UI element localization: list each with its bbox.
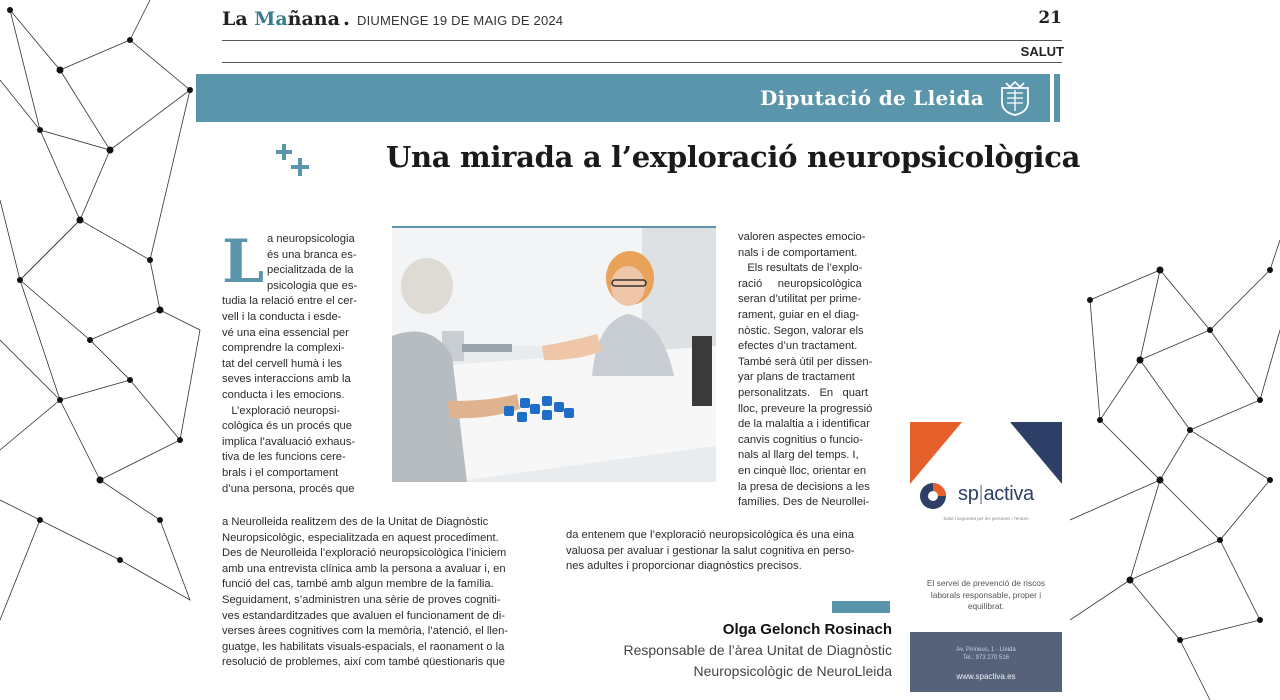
body-line: nes adultes i proporcionar diagnòstics precisos. <box>566 560 802 573</box>
body-line: pecialitzada de la <box>267 264 354 277</box>
body-line: seves interaccions amb la <box>222 373 351 386</box>
body-line: lloc, preveure la progressió <box>738 402 873 415</box>
body-line: L’exploració neuropsi- <box>222 404 341 417</box>
body-line: nals i de comportament. <box>738 246 858 259</box>
body-line: nals al llarg del temps. I, <box>738 449 859 462</box>
signature-accent-bar <box>832 601 890 613</box>
spactiva-wordmark: sp|activa <box>958 483 1034 505</box>
body-line: tudia la relació entre el cer- <box>222 295 357 308</box>
newspaper-page <box>196 0 1081 700</box>
author-role <box>624 640 893 682</box>
body-line: ves estandarditzades que avaluen el funcionament de di- <box>222 609 505 622</box>
ad-address-line: Av. Pirineus, 1 · Lleida <box>956 647 1016 653</box>
body-line: Neuropsicològic, especialitzada en aquest procediment. <box>222 531 499 544</box>
article-column-3 <box>738 230 898 511</box>
ad-slogan: El servei de prevenció de riscos laborals responsable, proper i equilibrat. <box>926 578 1046 611</box>
article-headline: Una mirada a l’exploració neuropsicològica <box>386 140 1081 174</box>
body-line: amb una entrevista clínica amb la persona a avaluar i, en <box>222 562 506 575</box>
body-line: famílies. Des de Neurollei- <box>738 496 870 509</box>
newspaper-name: La Mañana <box>222 8 340 30</box>
crest-icon <box>998 80 1032 116</box>
body-line: personalitzats. En quart <box>738 386 868 399</box>
body-line: comprendre la complexi- <box>222 342 345 355</box>
banner-edge <box>1054 74 1060 122</box>
body-line: efectes d’un tractament. <box>738 340 858 353</box>
article-wide-block <box>222 515 547 671</box>
spactiva-logo <box>916 479 1056 513</box>
body-line: Seguidament, s’administren una sèrie de proves cogniti- <box>222 593 501 606</box>
body-line: da entenem que l’exploració neuropsicològica és una eina <box>566 529 854 541</box>
body-line: rament, guiar en el diag- <box>738 308 860 321</box>
body-line: vé una eina essencial per <box>222 326 349 339</box>
body-line: a neuropsicologia <box>267 233 355 245</box>
drop-cap: L <box>222 227 265 297</box>
body-line: També serà útil per dissen- <box>738 355 873 368</box>
article-photo <box>392 226 716 482</box>
network-pattern-right <box>1070 0 1280 700</box>
body-line: en cinquè lloc, orientar en <box>738 464 867 477</box>
masthead <box>222 6 1062 32</box>
spactiva-advertisement[interactable] <box>910 422 1062 692</box>
network-pattern-left <box>0 0 210 700</box>
consultation-photo-illustration <box>392 226 716 482</box>
ad-tagline: Salut i seguretat per les persones i l’entorn <box>943 516 1029 521</box>
body-line: guatge, les habilitats visuals-espacials, el raonament o la <box>222 640 505 653</box>
spactiva-logo-icon <box>916 479 954 513</box>
photo-top-rule <box>392 226 716 228</box>
ad-phone-line: Tel.: 973 270 516 <box>962 655 1010 661</box>
body-line: la presa de decisions a les <box>738 480 870 493</box>
issue-date: DIUMENGE 19 DE MAIG DE 2024 <box>357 13 564 28</box>
body-line: d’una persona, procés que <box>222 482 355 495</box>
author-role-line: Responsable de l’àrea Unitat de Diagnòstic <box>623 642 892 658</box>
body-line: tat del cervell humà i les <box>222 357 343 370</box>
body-line: canvis cognitius o funcio- <box>738 433 863 446</box>
body-line: implica l’avaluació exhaus- <box>222 435 356 448</box>
section-rule <box>222 62 1062 63</box>
body-line: a Neurolleida realitzem des de la Unitat de Diagnòstic <box>222 516 489 528</box>
author-name: Olga Gelonch Rosinach <box>722 621 892 638</box>
body-line: nòstic. Segon, valorar els <box>738 324 864 337</box>
article-column-1 <box>222 227 370 497</box>
body-line: conducta i les emocions. <box>222 388 345 401</box>
body-line: Els resultats de l’explo- <box>738 262 863 275</box>
body-line: valuosa per avaluar i gestionar la salut cognitiva en perso- <box>566 544 855 557</box>
article-closing-block <box>566 528 898 575</box>
author-role-line: Neuropsicològic de NeuroLleida <box>693 663 892 679</box>
ad-website-link[interactable]: www.spactiva.es <box>956 672 1016 681</box>
body-line: de la malaltia a i identificar <box>738 418 870 431</box>
section-label: SALUT <box>1020 44 1064 59</box>
header-rule <box>222 40 1062 41</box>
body-line: psicologia que es- <box>267 279 358 292</box>
body-line: yar plans de tractament <box>738 371 855 384</box>
body-line: valoren aspectes emocio- <box>738 231 866 243</box>
body-line: brals i el comportament <box>222 466 339 479</box>
masthead-dot: . <box>343 6 350 30</box>
body-line: vell i la conducta i esde- <box>222 310 342 323</box>
page-number: 21 <box>1038 8 1062 28</box>
body-line: tiva de les funcions cere- <box>222 451 346 464</box>
body-line: seran d’utilitat per prime- <box>738 293 862 306</box>
body-line: resolució de problemes, així com també qüestionaris que <box>222 656 505 669</box>
ad-footer <box>910 632 1062 692</box>
ad-address <box>910 646 1062 662</box>
body-line: Des de Neurolleida l’exploració neuropsicològica l’iniciem <box>222 547 507 560</box>
body-line: és una branca es- <box>267 248 357 261</box>
plus-icon <box>274 142 314 180</box>
body-line: verses àrees cognitives com la memòria, l’atenció, el llen- <box>222 625 509 638</box>
body-line: funció del cas, també amb algun membre de la família. <box>222 578 494 591</box>
body-line: cològica és un procés que <box>222 420 352 433</box>
banner-title: Diputació de Lleida <box>759 86 984 110</box>
sponsor-banner <box>196 74 1050 122</box>
body-line: ració neuropsicològica <box>738 277 862 290</box>
